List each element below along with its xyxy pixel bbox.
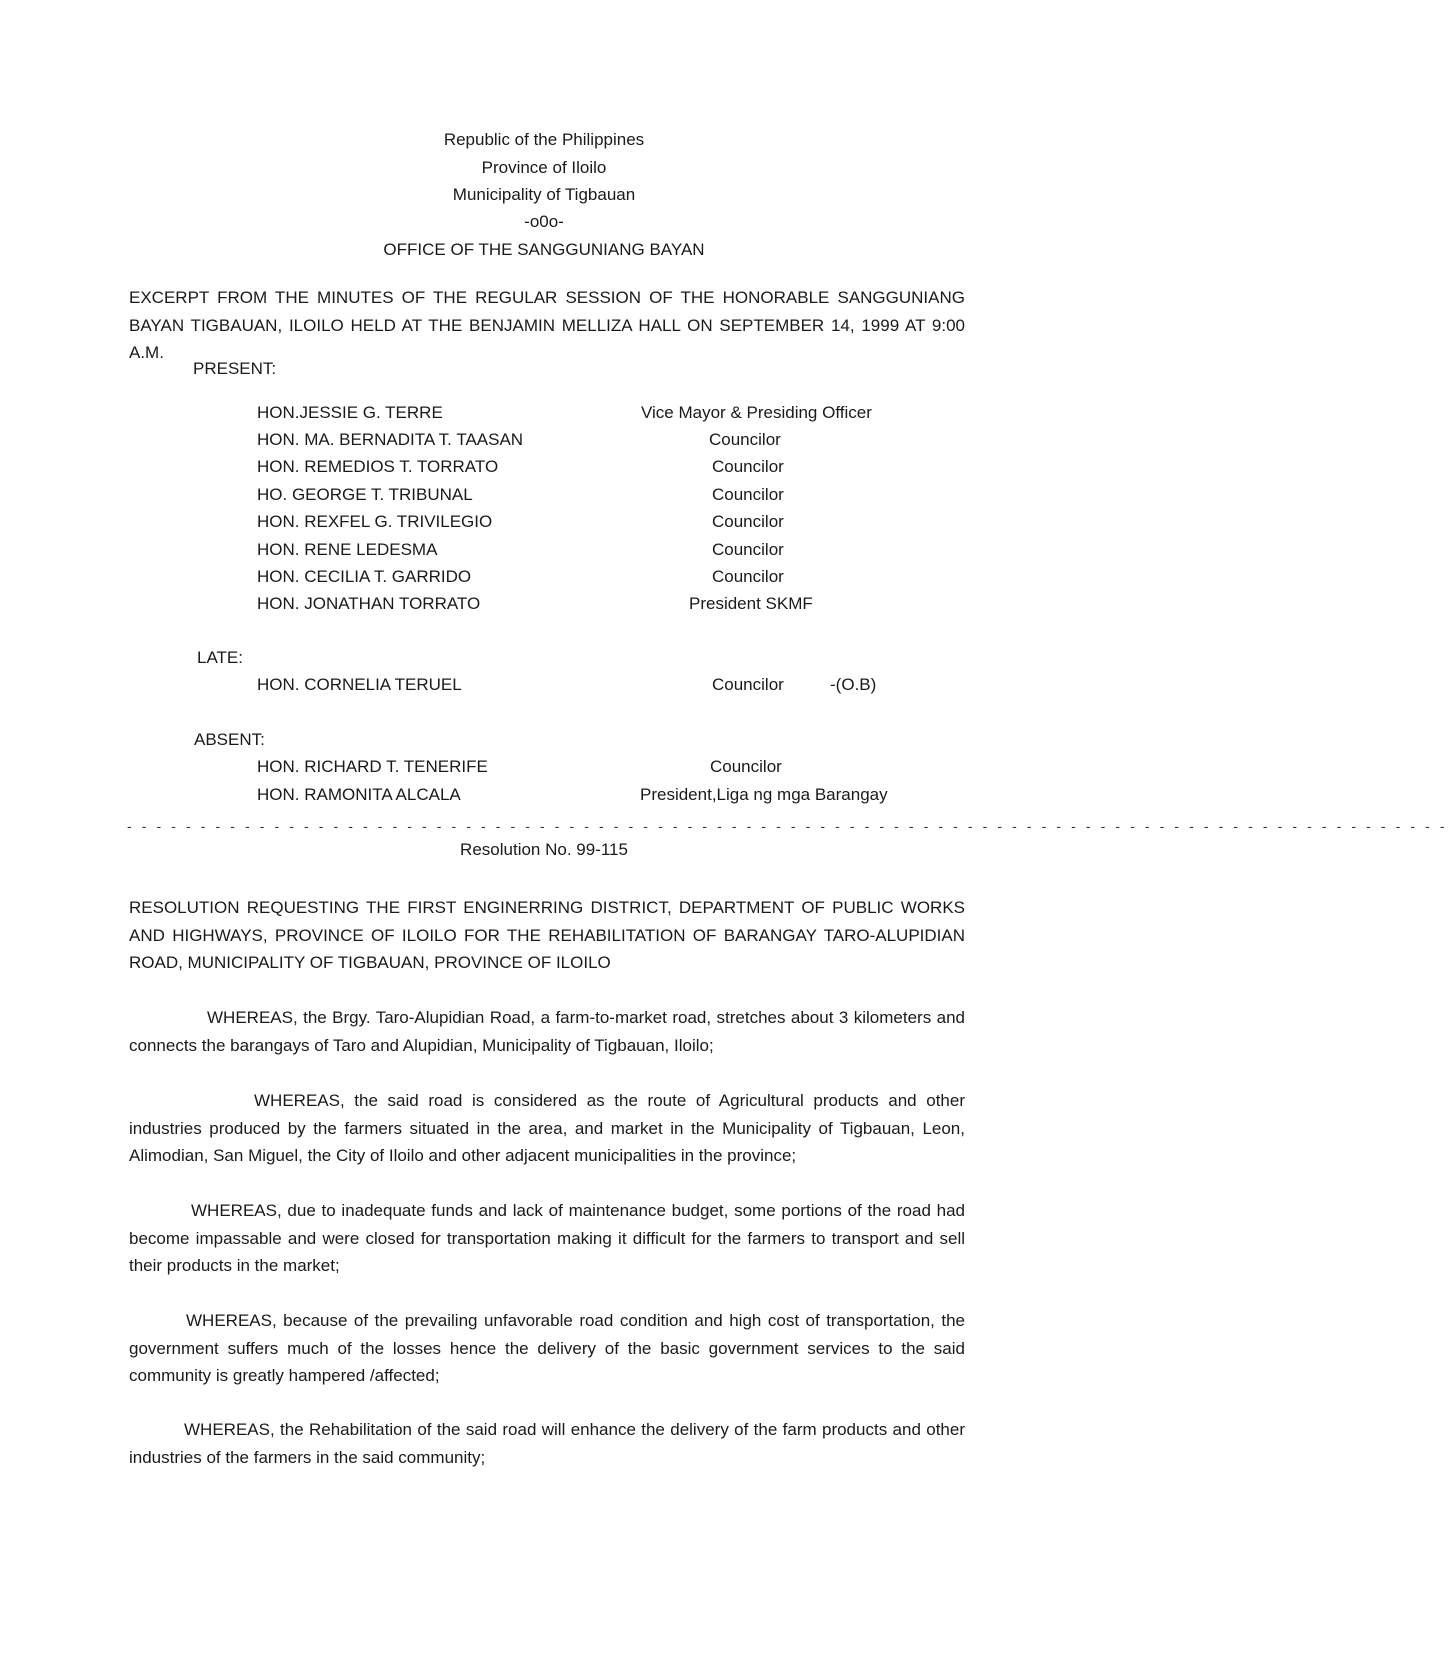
present-name-6: HON. RENE LEDESMA bbox=[257, 540, 438, 559]
late-role-1: Councilor bbox=[712, 675, 784, 694]
header-republic: Republic of the Philippines bbox=[443, 130, 645, 149]
present-name-2: HON. MA. BERNADITA T. TAASAN bbox=[257, 430, 524, 449]
present-role-8: President SKMF bbox=[689, 594, 813, 613]
resolution-number: Resolution No. 99-115 bbox=[460, 840, 628, 859]
header-office: OFFICE OF THE SANGGUNIANG BAYAN bbox=[383, 240, 705, 259]
present-name-7: HON. CECILIA T. GARRIDO bbox=[257, 567, 472, 586]
present-name-4: HO. GEORGE T. TRIBUNAL bbox=[257, 485, 473, 504]
present-role-7: Councilor bbox=[712, 567, 784, 586]
present-role-1: Vice Mayor & Presiding Officer bbox=[641, 403, 872, 422]
resolution-title: RESOLUTION REQUESTING THE FIRST ENGINERRING DISTRICT, DEPARTMENT OF PUBLIC WORKS AND HIGHWAYS, PROVINCE OF ILOILO FOR THE REHABILITATION OF BARANGAY TARO-ALUPIDIAN ROAD, MUNICIPALITY OF TIGBAUAN, PROVINCE OF ILOILO bbox=[129, 898, 965, 972]
present-name-3: HON. REMEDIOS T. TORRATO bbox=[257, 457, 499, 476]
absent-name-2: HON. RAMONITA ALCALA bbox=[257, 785, 461, 804]
whereas-clause-3: WHEREAS, due to inadequate funds and lack of maintenance budget, some portions of the road had become impassable and were closed for transportation making it difficult for the farmers to transport and sell their products in the market; bbox=[129, 1201, 965, 1276]
present-name-8: HON. JONATHAN TORRATO bbox=[257, 594, 481, 613]
excerpt-paragraph: EXCERPT FROM THE MINUTES OF THE REGULAR SESSION OF THE HONORABLE SANGGUNIANG BAYAN TIGBAUAN, ILOILO HELD AT THE BENJAMIN MELLIZA HALL ON SEPTEMBER 14, 1999 AT 9:00 A.M. bbox=[129, 288, 965, 362]
present-role-2: Councilor bbox=[709, 430, 781, 449]
whereas-clause-5: WHEREAS, the Rehabilitation of the said road will enhance the delivery of the farm products and other industries of the farmers in the said community; bbox=[129, 1420, 965, 1467]
header-municipality: Municipality of Tigbauan bbox=[452, 185, 636, 204]
present-name-5: HON. REXFEL G. TRIVILEGIO bbox=[257, 512, 493, 531]
whereas-clause-1: WHEREAS, the Brgy. Taro-Alupidian Road, a farm-to-market road, stretches about 3 kilometers and connects the barangays of Taro and Alupidian, Municipality of Tigbauan, Iloilo; bbox=[129, 1008, 965, 1055]
present-role-5: Councilor bbox=[712, 512, 784, 531]
present-role-4: Councilor bbox=[712, 485, 784, 504]
present-name-1: HON.JESSIE G. TERRE bbox=[257, 403, 443, 422]
present-role-3: Councilor bbox=[712, 457, 784, 476]
absent-label: ABSENT: bbox=[194, 730, 265, 749]
dashed-separator: - - - - - - - - - - - - - - - - - - - - - - - - - - - - - - - - - - - - - - - - - - - - - - - - - - - - - - - - - - - - - - - - - - - - - - - - - - - - - - - - - - - - - - - - - - bbox=[127, 818, 1448, 834]
absent-name-1: HON. RICHARD T. TENERIFE bbox=[257, 757, 488, 776]
present-label: PRESENT: bbox=[193, 359, 277, 378]
late-note-1: -(O.B) bbox=[830, 675, 877, 694]
whereas-clause-4: WHEREAS, because of the prevailing unfavorable road condition and high cost of transportation, the government suffers much of the losses hence the delivery of the basic government services to the said community is greatly hampered /affected; bbox=[129, 1311, 965, 1386]
absent-role-2: President,Liga ng mga Barangay bbox=[640, 785, 888, 804]
absent-role-1: Councilor bbox=[710, 757, 782, 776]
late-name-1: HON. CORNELIA TERUEL bbox=[257, 675, 462, 694]
header-ornament: -o0o- bbox=[524, 212, 564, 231]
header-province: Province of Iloilo bbox=[481, 158, 607, 177]
late-label: LATE: bbox=[197, 648, 243, 667]
present-role-6: Councilor bbox=[712, 540, 784, 559]
whereas-clause-2: WHEREAS, the said road is considered as the route of Agricultural products and other industries produced by the farmers situated in the area, and market in the Municipality of Tigbauan, Leon, Alimodian, San Miguel, the City of Iloilo and other adjacent municipalities in the province; bbox=[129, 1091, 965, 1166]
